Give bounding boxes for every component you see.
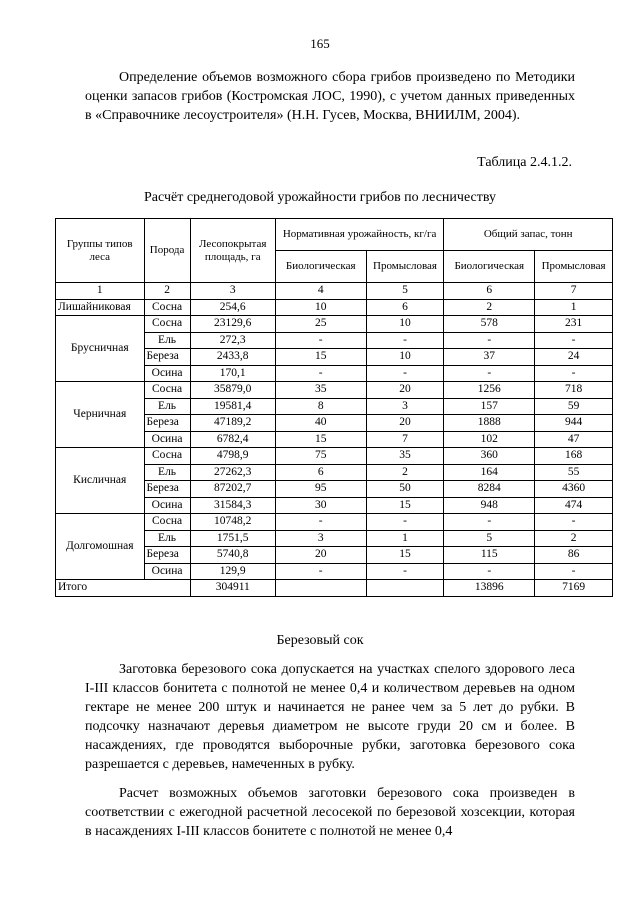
normative-bio-cell: - — [275, 514, 366, 531]
header-species: Порода — [144, 219, 190, 283]
total-bio-cell: - — [444, 563, 535, 580]
species-cell: Береза — [144, 547, 190, 564]
normative-ind-cell: - — [366, 514, 444, 531]
normative-ind-cell: - — [366, 563, 444, 580]
total-row — [56, 580, 613, 597]
normative-bio-cell: 6 — [275, 464, 366, 481]
normative-bio-cell: 8 — [275, 398, 366, 415]
area-cell: 4798,9 — [190, 448, 275, 465]
header-normative-bio: Биологическая — [275, 251, 366, 283]
normative-bio-cell: 25 — [275, 316, 366, 333]
normative-bio-cell: 35 — [275, 382, 366, 399]
normative-bio-cell: 20 — [275, 547, 366, 564]
species-cell: Сосна — [144, 382, 190, 399]
area-cell: 10748,2 — [190, 514, 275, 531]
normative-bio-cell: - — [275, 332, 366, 349]
total-ind-cell: 1 — [535, 299, 613, 316]
intro-paragraph: Определение объемов возможного сбора грибов произведено по Методики оценки запасов грибов (Костромская ЛОС, 1990), с учетом данных приведенных в «Справочнике лесоустроителя» (Н.Н. Гусев, Москва, ВНИИЛМ, 2004). — [85, 70, 575, 123]
total-ind-cell: 86 — [535, 547, 613, 564]
forest-group-cell: Долгомошная — [56, 514, 145, 580]
total-bio-cell: 2 — [444, 299, 535, 316]
header-group: Группы типов леса — [56, 219, 145, 283]
normative-bio-cell: 15 — [275, 349, 366, 366]
total-normative-bio — [275, 580, 366, 597]
total-ind-cell: 24 — [535, 349, 613, 366]
normative-ind-cell: 20 — [366, 415, 444, 432]
total-ind-cell: 718 — [535, 382, 613, 399]
species-cell: Ель — [144, 530, 190, 547]
total-bio: 13896 — [444, 580, 535, 597]
forest-group-cell: Черничная — [56, 382, 145, 448]
total-bio-cell: - — [444, 332, 535, 349]
normative-ind-cell: 15 — [366, 497, 444, 514]
total-bio-cell: 360 — [444, 448, 535, 465]
page-number: 165 — [310, 36, 330, 51]
total-bio-cell: 164 — [444, 464, 535, 481]
column-number: 6 — [444, 283, 535, 300]
species-cell: Осина — [144, 431, 190, 448]
table-title: Расчёт среднегодовой урожайности грибов по лесничеству — [144, 190, 496, 205]
normative-ind-cell: 2 — [366, 464, 444, 481]
area-cell: 35879,0 — [190, 382, 275, 399]
total-bio-cell: 1256 — [444, 382, 535, 399]
area-cell: 27262,3 — [190, 464, 275, 481]
species-cell: Ель — [144, 332, 190, 349]
total-bio-cell: 1888 — [444, 415, 535, 432]
total-bio-cell: 102 — [444, 431, 535, 448]
header-total-bio: Биологическая — [444, 251, 535, 283]
mushroom-yield-table — [55, 218, 613, 597]
normative-ind-cell: 35 — [366, 448, 444, 465]
column-number: 7 — [535, 283, 613, 300]
total-bio-cell: 8284 — [444, 481, 535, 498]
header-total-ind: Промысловая — [535, 251, 613, 283]
total-ind-cell: 59 — [535, 398, 613, 415]
normative-ind-cell: 20 — [366, 382, 444, 399]
total-ind-cell: - — [535, 365, 613, 382]
total-ind-cell: - — [535, 332, 613, 349]
normative-ind-cell: 1 — [366, 530, 444, 547]
normative-bio-cell: 3 — [275, 530, 366, 547]
normative-ind-cell: 6 — [366, 299, 444, 316]
species-cell: Сосна — [144, 514, 190, 531]
section-title: Березовый сок — [276, 633, 364, 648]
header-area: Лесопокрытая площадь, га — [190, 219, 275, 283]
area-cell: 2433,8 — [190, 349, 275, 366]
total-ind-cell: 944 — [535, 415, 613, 432]
normative-ind-cell: - — [366, 365, 444, 382]
area-cell: 5740,8 — [190, 547, 275, 564]
species-cell: Сосна — [144, 448, 190, 465]
normative-bio-cell: 15 — [275, 431, 366, 448]
normative-ind-cell: 50 — [366, 481, 444, 498]
total-bio-cell: - — [444, 514, 535, 531]
paragraph-calculation: Расчет возможных объемов заготовки березового сока произведен в соответствии с ежегодной расчетной лесосекой по березовой хозсекции, которая в насаждениях I-III классов бонитете с полнотой не менее 0,4 — [85, 786, 575, 839]
total-normative-ind — [366, 580, 444, 597]
table-row — [56, 299, 613, 316]
species-cell: Сосна — [144, 316, 190, 333]
total-area: 304911 — [190, 580, 275, 597]
total-ind-cell: - — [535, 514, 613, 531]
normative-ind-cell: 7 — [366, 431, 444, 448]
species-cell: Береза — [144, 481, 190, 498]
normative-ind-cell: 10 — [366, 349, 444, 366]
species-cell: Ель — [144, 398, 190, 415]
total-ind-cell: 2 — [535, 530, 613, 547]
area-cell: 272,3 — [190, 332, 275, 349]
area-cell: 1751,5 — [190, 530, 275, 547]
total-ind-cell: 168 — [535, 448, 613, 465]
total-ind-cell: 55 — [535, 464, 613, 481]
table-row — [56, 514, 613, 531]
area-cell: 129,9 — [190, 563, 275, 580]
species-cell: Береза — [144, 415, 190, 432]
species-cell: Ель — [144, 464, 190, 481]
table-row — [56, 448, 613, 465]
column-number: 5 — [366, 283, 444, 300]
header-normative-ind: Промысловая — [366, 251, 444, 283]
species-cell: Осина — [144, 497, 190, 514]
normative-ind-cell: 10 — [366, 316, 444, 333]
column-number: 4 — [275, 283, 366, 300]
area-cell: 23129,6 — [190, 316, 275, 333]
normative-bio-cell: 75 — [275, 448, 366, 465]
total-ind-cell: - — [535, 563, 613, 580]
species-cell: Береза — [144, 349, 190, 366]
total-ind: 7169 — [535, 580, 613, 597]
total-label: Итого — [56, 580, 191, 597]
column-number: 3 — [190, 283, 275, 300]
species-cell: Сосна — [144, 299, 190, 316]
forest-group-cell: Кисличная — [56, 448, 145, 514]
table-row — [56, 382, 613, 399]
normative-ind-cell: 3 — [366, 398, 444, 415]
area-cell: 6782,4 — [190, 431, 275, 448]
area-cell: 87202,7 — [190, 481, 275, 498]
total-bio-cell: 157 — [444, 398, 535, 415]
normative-bio-cell: 10 — [275, 299, 366, 316]
total-ind-cell: 231 — [535, 316, 613, 333]
total-bio-cell: - — [444, 365, 535, 382]
area-cell: 254,6 — [190, 299, 275, 316]
total-bio-cell: 948 — [444, 497, 535, 514]
area-cell: 47189,2 — [190, 415, 275, 432]
forest-group-cell: Брусничная — [56, 316, 145, 382]
normative-bio-cell: 40 — [275, 415, 366, 432]
column-number-row — [56, 283, 613, 300]
species-cell: Осина — [144, 365, 190, 382]
area-cell: 19581,4 — [190, 398, 275, 415]
paragraph-birch-sap: Заготовка березового сока допускается на участках спелого здорового леса I-III классов бонитета с полнотой не менее 0,4 и количеством деревьев на одном гектаре не менее 200 штук и начинается не ранее чем за 5 лет до рубки. В подсочку назначают деревья диаметром не высоте груди 20 см и более. В насаждениях, где проводятся выборочные рубки, заготовка березового сока разрешается с деревьев, намеченных в рубку. — [85, 662, 575, 772]
total-bio-cell: 115 — [444, 547, 535, 564]
area-cell: 31584,3 — [190, 497, 275, 514]
column-number: 1 — [56, 283, 145, 300]
species-cell: Осина — [144, 563, 190, 580]
normative-bio-cell: 95 — [275, 481, 366, 498]
total-bio-cell: 5 — [444, 530, 535, 547]
normative-bio-cell: - — [275, 365, 366, 382]
total-ind-cell: 47 — [535, 431, 613, 448]
total-bio-cell: 37 — [444, 349, 535, 366]
header-normative: Нормативная урожайность, кг/га — [275, 219, 444, 251]
area-cell: 170,1 — [190, 365, 275, 382]
table-label: Таблица 2.4.1.2. — [477, 155, 572, 170]
forest-group-cell: Лишайниковая — [56, 299, 145, 316]
total-ind-cell: 474 — [535, 497, 613, 514]
header-total: Общий запас, тонн — [444, 219, 613, 251]
total-bio-cell: 578 — [444, 316, 535, 333]
normative-ind-cell: 15 — [366, 547, 444, 564]
normative-bio-cell: 30 — [275, 497, 366, 514]
normative-ind-cell: - — [366, 332, 444, 349]
column-number: 2 — [144, 283, 190, 300]
total-ind-cell: 4360 — [535, 481, 613, 498]
table-row — [56, 316, 613, 333]
normative-bio-cell: - — [275, 563, 366, 580]
